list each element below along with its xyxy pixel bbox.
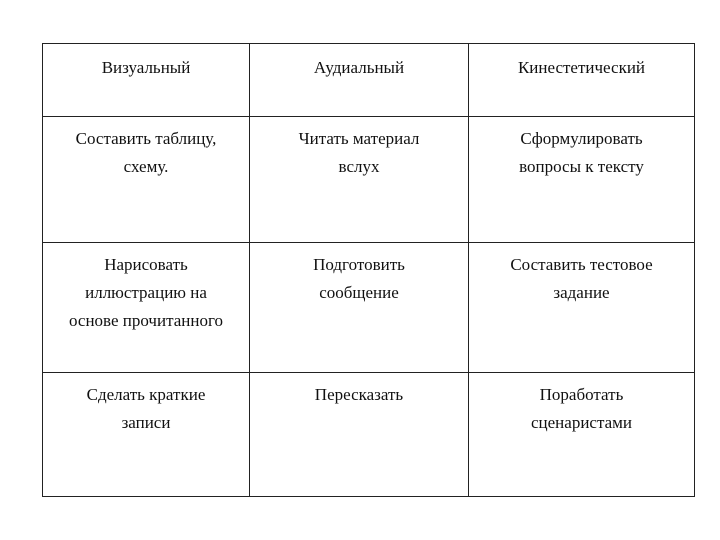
table-row (43, 373, 695, 497)
table-row (43, 117, 695, 243)
table-row (43, 243, 695, 373)
table-cell: Поработать сценаристами (469, 373, 695, 497)
table-cell: Подготовить сообщение (250, 243, 469, 373)
header-cell-visual: Визуальный (43, 44, 250, 117)
table-cell: Читать материал вслух (250, 117, 469, 243)
header-cell-kinesthetic: Кинестетический (469, 44, 695, 117)
table-cell: Сделать краткие записи (43, 373, 250, 497)
learning-styles-table (42, 43, 695, 497)
table-header-row (43, 44, 695, 117)
table-cell: Пересказать (250, 373, 469, 497)
table-cell: Сформулировать вопросы к тексту (469, 117, 695, 243)
header-cell-auditory: Аудиальный (250, 44, 469, 117)
table-cell: Составить таблицу, схему. (43, 117, 250, 243)
table-cell: Нарисовать иллюстрацию на основе прочитанного (43, 243, 250, 373)
table-cell: Составить тестовое задание (469, 243, 695, 373)
